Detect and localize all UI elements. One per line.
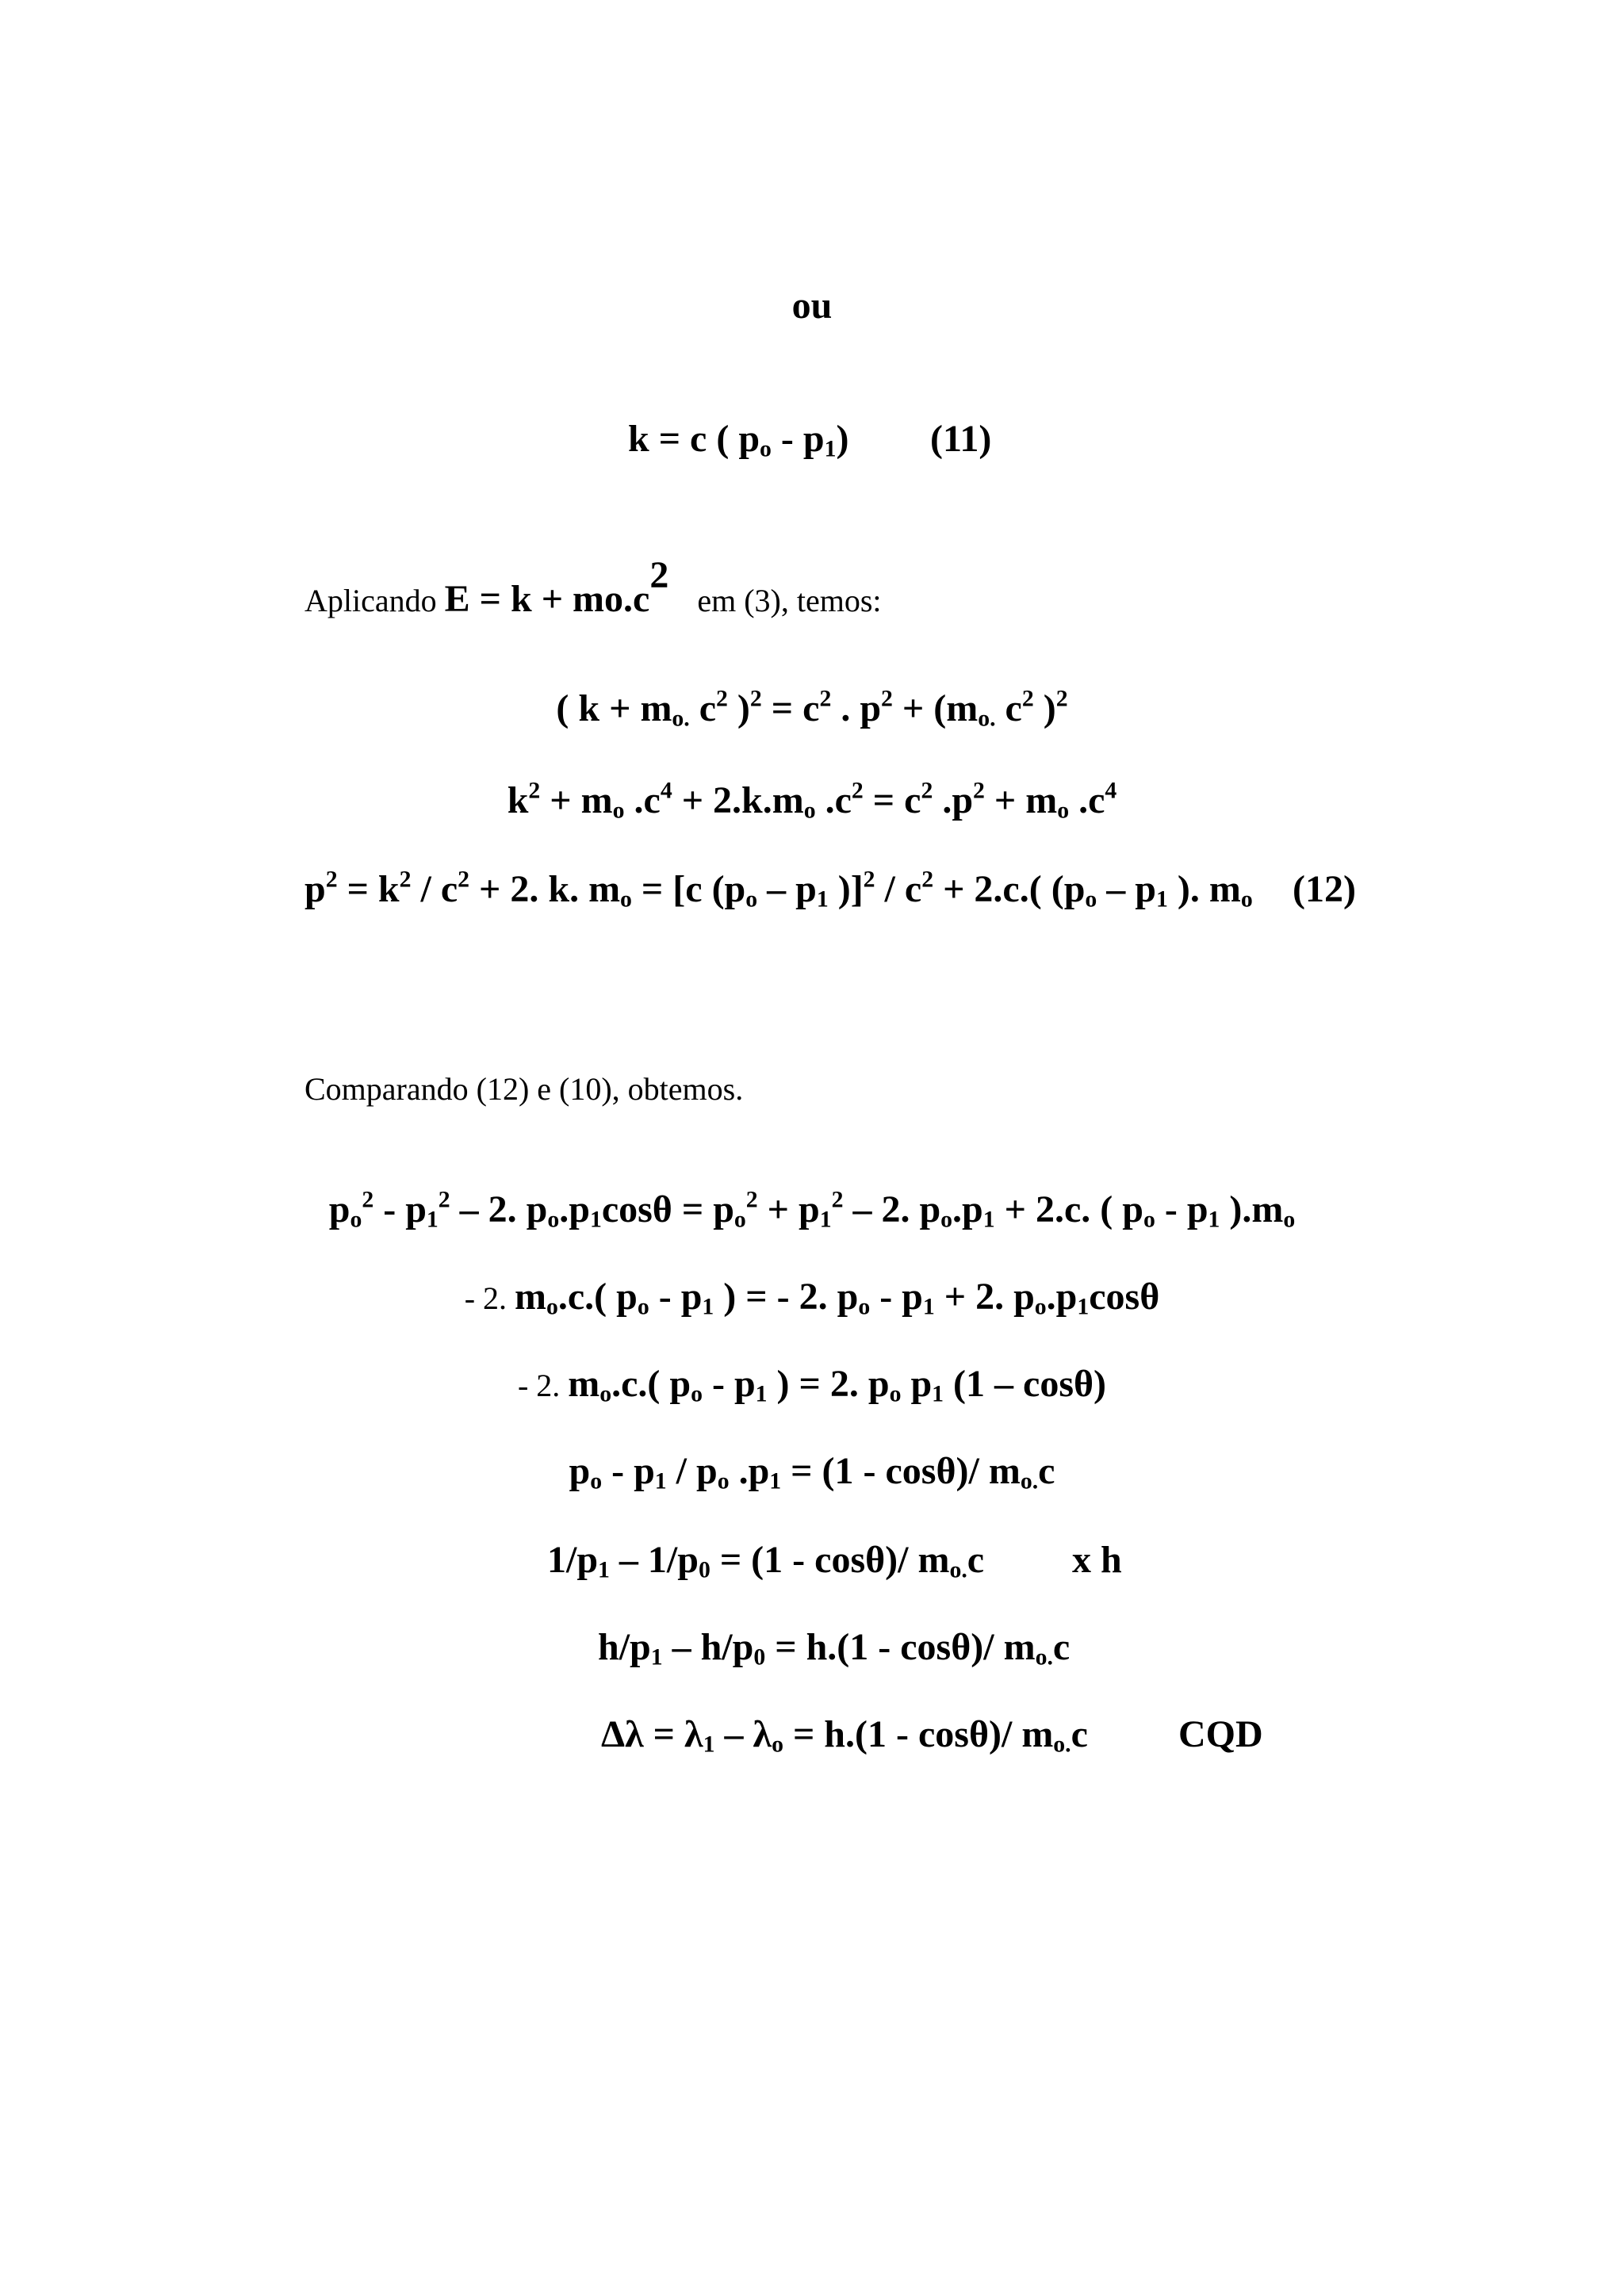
- equation-12-tag: (12): [1293, 868, 1356, 910]
- derivation-line-4: $p_o - p_1 / p_o$ $.p_1 = (1 - \cos\theta)/$ $m_{o.}c$: [569, 1450, 1055, 1494]
- derivation-line-5-tag: x h: [1072, 1539, 1122, 1581]
- equation-11: k = c ( $p_o - p_1$): [628, 418, 849, 462]
- derivation-line-5: $1/p_1 - 1/p_0 = (1 - \cos\theta)/$ $m_{o.}c$: [547, 1539, 985, 1583]
- derivation-line-2: - 2. $m_o.c$.( $p_o - p_1$ ) = - 2. $p_o - p_1 + 2$. $p_o.p_1\cos\theta$: [464, 1276, 1160, 1320]
- intro-line: Aplicando $E = k + mo.c^2em$ (3), temos:: [304, 554, 882, 620]
- equation-energy-momentum: ( $k + m_{o.}$ $c^2$ )$^2 = c^2$ . $p^2 + (m_{o.}$ $c^2$ )$^2$: [556, 685, 1068, 732]
- equation-expanded: $k^2 + m_o$ $.c^4 + 2.k.m_o$ $.c^2 = c^2$ $.p^2 + m_o$ $.c^4$: [507, 777, 1117, 824]
- heading-ou: ou: [791, 285, 833, 327]
- equation-11-tag: (11): [930, 418, 992, 460]
- compare-text: Comparando (12) e (10), obtemos.: [304, 1071, 744, 1107]
- derivation-line-7: $\Delta\lambda = \lambda_1 - \lambda_o = h.(1 - \cos\theta)/$ $m_{o.}c$: [601, 1713, 1088, 1758]
- derivation-line-6: $h/p_1 - h/p_0 = h.(1 - \cos\theta)/$ $m_{o.}c$: [598, 1626, 1071, 1670]
- equation-12: $p^2 = k^2 / c^2 + 2$. k. $m_o = [c$ ($p_o - p_1$ )]$^2 / c^2 + 2.c$.( ($p_o - p_1$ ). $m_o$: [304, 866, 1253, 913]
- derivation-line-3: - 2. $m_o.c$.( $p_o - p_1$ ) = 2. $p_o$ $p_1$ (1 – cosθ): [517, 1363, 1107, 1407]
- derivation-line-1: $p_o^2 - p_1^2 - 2$. $p_o.p_1\cos\theta = p_o^2 + p_1^2 - 2$. $p_o.p_1 + 2.c$. ( $p_o - p_1$ )$.m_o$: [328, 1186, 1296, 1233]
- cqd-label: CQD: [1178, 1713, 1263, 1755]
